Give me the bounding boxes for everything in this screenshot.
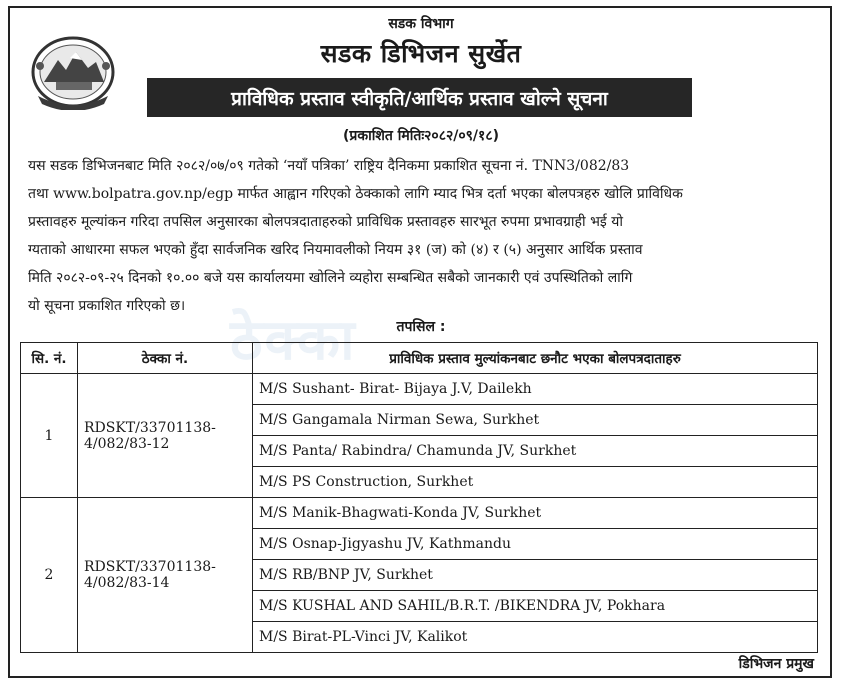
body-line: तथा www.bolpatra.gov.np/egp मार्फत आह्वान गरिएको ठेक्काको लागि म्याद भित्र दर्ता भएका बोलपत्रहरु खोलि प्राविधिक	[28, 186, 683, 202]
department-name: सडक विभाग	[388, 16, 454, 32]
contract-line: RDSKT/33701138-	[84, 559, 216, 575]
header-bidders: प्राविधिक प्रस्ताव मुल्यांकनबाट छनौट भएका बोलपत्रदाताहरु	[253, 343, 818, 374]
details-label: तपसिल :	[396, 319, 446, 335]
bidder-cell: M/S Sushant- Birat- Bijaya J.V, Dailekh	[253, 374, 818, 405]
body-line: यस सडक डिभिजनबाट मिति २०८२/०७/०९ गतेको ‘नयाँ पत्रिका’ राष्ट्रिय दैनिकमा प्रकाशित सूचना नं. TNN3/082/83	[28, 158, 630, 174]
contract-line: 4/082/83-14	[84, 575, 170, 591]
notice-body	[28, 152, 820, 320]
bidder-cell: M/S KUSHAL AND SAHIL/B.R.T. /BIKENDRA JV, Pokhara	[253, 591, 818, 622]
contract-cell	[78, 498, 253, 653]
watermark-text: ठेक्का	[230, 308, 357, 373]
contract-line: RDSKT/33701138-	[84, 419, 216, 436]
serial-cell: 1	[21, 374, 78, 498]
bidder-cell: M/S Manik-Bhagwati-Konda JV, Surkhet	[253, 498, 818, 529]
table-header-row	[21, 343, 818, 374]
table-row	[21, 498, 818, 529]
bidder-cell: M/S Gangamala Nirman Sewa, Surkhet	[253, 405, 818, 436]
signature-title: डिभिजन प्रमुख	[738, 656, 814, 672]
body-line: ग्यताको आधारमा सफल भएको हुँदा सार्वजनिक खरिद नियमावलीको नियम ३१ (ज) को (४) र (५) अनुसार आर्थिक प्रस्ताव	[28, 242, 643, 258]
header-serial: सि. नं.	[21, 343, 78, 374]
contract-line: 4/082/83-12	[84, 435, 170, 452]
contract-cell	[78, 374, 253, 498]
bidder-cell: M/S Birat-PL-Vinci JV, Kalikot	[253, 622, 818, 653]
header-contract: ठेक्का नं.	[78, 343, 253, 374]
body-line: प्रस्तावहरु मूल्यांकन गरिदा तपसिल अनुसारका बोलपत्रदाताहरुको प्राविधिक प्रस्तावहरु सारभूत रुपमा प्रभावग्राही भई यो	[28, 214, 623, 230]
body-line: मिति २०८२-०९-२५ दिनको १०.०० बजे यस कार्यालयमा खोलिने व्यहोरा सम्बन्धित सबैको जानकारी एवं उपस्थितिको लागि	[28, 270, 633, 286]
bidders-table	[20, 342, 818, 653]
body-line: यो सूचना प्रकाशित गरिएको छ।	[28, 298, 186, 314]
office-name: सडक डिभिजन सुर्खेत	[320, 39, 522, 68]
serial-cell: 2	[21, 498, 78, 653]
table-row	[21, 374, 818, 405]
bidder-cell: M/S RB/BNP JV, Surkhet	[253, 560, 818, 591]
bidder-cell: M/S Osnap-Jigyashu JV, Kathmandu	[253, 529, 818, 560]
bidder-cell: M/S PS Construction, Surkhet	[253, 467, 818, 498]
bidder-cell: M/S Panta/ Rabindra/ Chamunda JV, Surkhet	[253, 436, 818, 467]
notice-title-banner: प्राविधिक प्रस्ताव स्वीकृति/आर्थिक प्रस्ताव खोल्ने सूचना	[147, 78, 692, 117]
published-date: (प्रकाशित मितिः२०८२/०९/१८)	[342, 128, 500, 144]
